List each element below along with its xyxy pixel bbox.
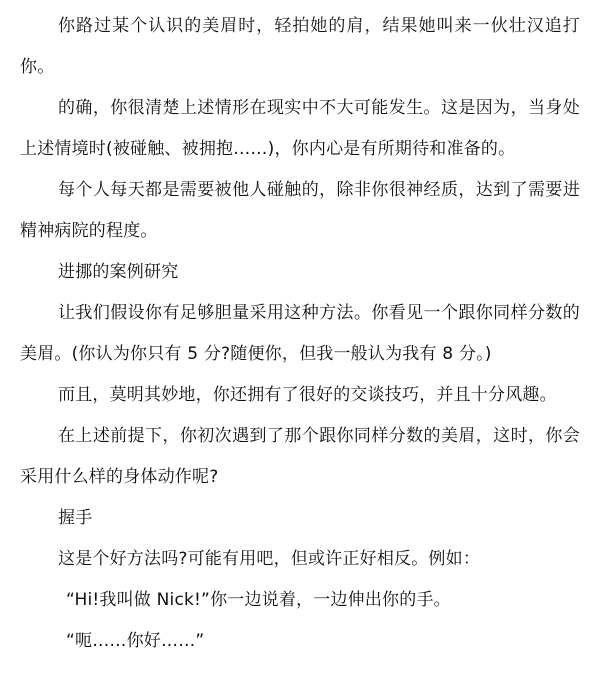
paragraph-handshake-example: 这是个好方法吗?可能有用吧，但或许正好相反。例如： — [58, 549, 481, 569]
paragraph-body-language-question: 在上述前提下，你初次遇到了那个跟你同样分数的美眉，这时，你会采用什么样的身体动作呢? — [20, 426, 580, 487]
paragraph-need-touch: 每个人每天都是需要被他人碰触的，除非你很神经质，达到了需要进精神病院的程度。 — [20, 180, 580, 241]
paragraph-expectation: 的确，你很清楚上述情形在现实中不大可能发生。这是因为，当身处上述情境时(被碰触、被拥抱……)，你内心是有所期待和准备的。 — [20, 98, 580, 159]
paragraph-shoulder-tap: 你路过某个认识的美眉时，轻拍她的肩，结果她叫来一伙壮汉追打你。 — [20, 16, 580, 77]
dialogue-line-reply: “呃……你好……” — [66, 631, 205, 651]
section-heading-case-study: 进挪的案例研究 — [58, 262, 179, 282]
paragraph-assumption: 让我们假设你有足够胆量采用这种方法。你看见一个跟你同样分数的美眉。(你认为你只有 5 分?随便你，但我一般认为我有 8 分。) — [20, 303, 580, 364]
section-heading-handshake: 握手 — [58, 508, 93, 528]
dialogue-line-nick: “Hi!我叫做 Nick!”你一边说着，一边伸出你的手。 — [66, 590, 451, 610]
paragraph-conversation-skills: 而且，莫明其妙地，你还拥有了很好的交谈技巧，并且十分风趣。 — [58, 385, 557, 405]
